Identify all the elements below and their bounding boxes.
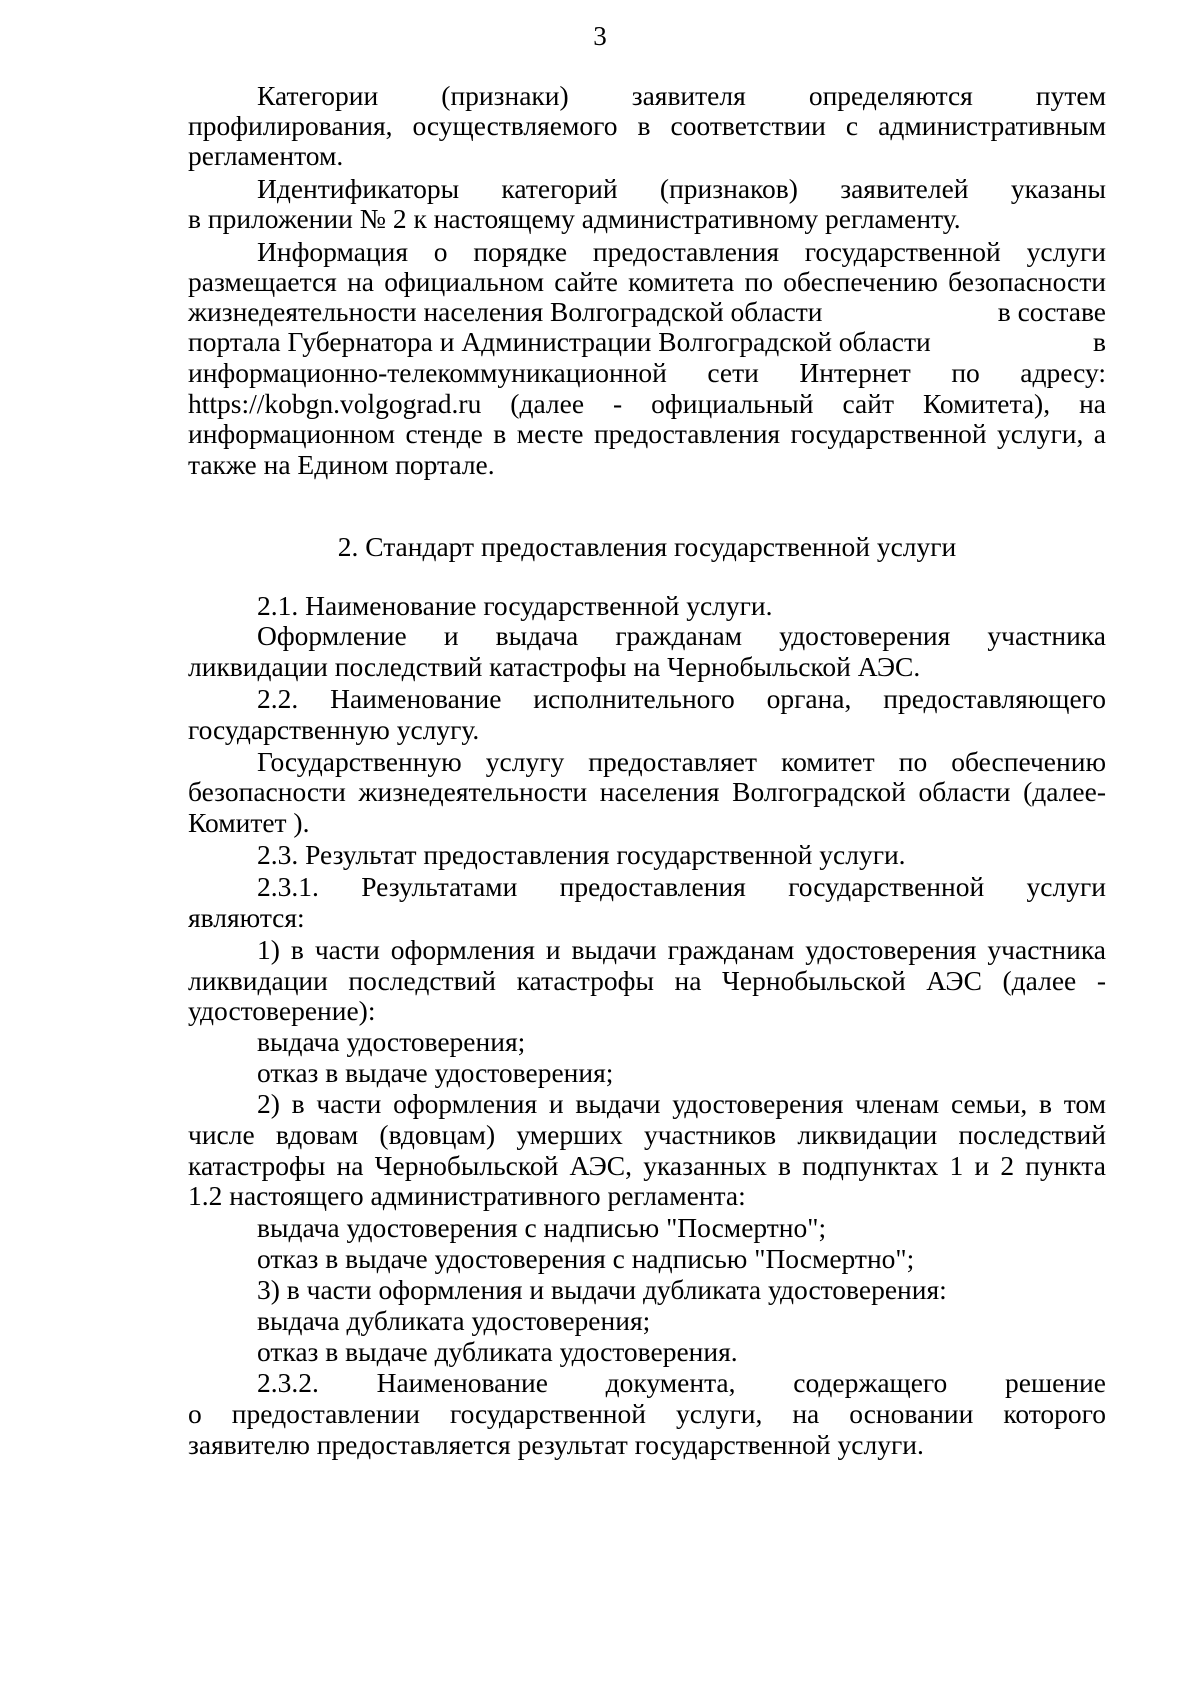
text-line: безопасности жизнедеятельности населения Волгоградской области (далее- xyxy=(188,776,1106,807)
text-line: удостоверение): xyxy=(188,995,376,1026)
text-line: Государственную услугу предоставляет комитет по обеспечению xyxy=(257,746,1106,777)
text-line: в приложении № 2 к настоящему административному регламенту. xyxy=(188,203,961,234)
text-line: отказ в выдаче удостоверения; xyxy=(257,1057,614,1088)
text-line: регламентом. xyxy=(188,140,344,171)
section-heading: 2. Стандарт предоставления государственной услуги xyxy=(337,531,957,562)
text-line: информационно-телекоммуникационной сети Интернет по адресу: xyxy=(188,357,1106,388)
text-line: Информация о порядке предоставления государственной услуги xyxy=(257,236,1106,267)
text-line: Идентификаторы категорий (признаков) заявителей указаны xyxy=(257,173,1106,204)
text-line: 1.2 настоящего административного регламента: xyxy=(188,1180,746,1211)
text-line: ликвидации последствий катастрофы на Чернобыльской АЭС. xyxy=(188,651,921,682)
text-line: выдача дубликата удостоверения; xyxy=(257,1305,651,1336)
text-line: отказ в выдаче дубликата удостоверения. xyxy=(257,1336,738,1367)
text-line: также на Едином портале. xyxy=(188,449,495,480)
text-line: 2.1. Наименование государственной услуги. xyxy=(257,590,773,621)
text-line: профилирования, осуществляемого в соответствии с административным xyxy=(188,110,1106,141)
text-line: 3) в части оформления и выдачи дубликата удостоверения: xyxy=(257,1274,947,1305)
text-line: ликвидации последствий катастрофы на Чернобыльской АЭС (далее - xyxy=(188,965,1106,996)
text-line: заявителю предоставляется результат государственной услуги. xyxy=(188,1429,924,1460)
text-line: выдача удостоверения; xyxy=(257,1026,526,1057)
text-line: выдача удостоверения с надписью "Посмертно"; xyxy=(257,1212,827,1243)
text-line: Категории (признаки) заявителя определяются путем xyxy=(257,80,1106,111)
text-fragment: жизнедеятельности населения Волгоградской области xyxy=(188,296,823,327)
text-line: государственную услугу. xyxy=(188,714,480,745)
text-line: Оформление и выдача гражданам удостоверения участника xyxy=(257,620,1106,651)
text-line: 2) в части оформления и выдачи удостоверения членам семьи, в том xyxy=(257,1088,1106,1119)
text-line: информационном стенде в месте предоставления государственной услуги, а xyxy=(188,418,1106,449)
text-line: 2.3.2. Наименование документа, содержащего решение xyxy=(257,1367,1106,1398)
text-fragment: в составе xyxy=(997,296,1106,327)
text-line: являются: xyxy=(188,902,305,933)
text-line: о предоставлении государственной услуги, на основании которого xyxy=(188,1398,1106,1429)
text-fragment: портала Губернатора и Администрации Волгоградской области xyxy=(188,326,931,357)
text-line: 2.3.1. Результатами предоставления государственной услуги xyxy=(257,871,1106,902)
text-line: Комитет ). xyxy=(188,807,310,838)
text-line: 1) в части оформления и выдачи гражданам удостоверения участника xyxy=(257,934,1106,965)
page-number: 3 xyxy=(593,21,607,51)
text-line: катастрофы на Чернобыльской АЭС, указанных в подпунктах 1 и 2 пункта xyxy=(188,1150,1106,1181)
text-line: отказ в выдаче удостоверения с надписью "Посмертно"; xyxy=(257,1243,915,1274)
text-line: размещается на официальном сайте комитета по обеспечению безопасности xyxy=(188,266,1106,297)
text-line: 2.3. Результат предоставления государственной услуги. xyxy=(257,839,906,870)
text-line: 2.2. Наименование исполнительного органа, предоставляющего xyxy=(257,683,1106,714)
text-line: числе вдовам (вдовцам) умерших участников ликвидации последствий xyxy=(188,1119,1106,1150)
text-fragment: в xyxy=(1093,326,1106,357)
text-line: https://kobgn.volgograd.ru (далее - официальный сайт Комитета), на xyxy=(188,388,1106,419)
